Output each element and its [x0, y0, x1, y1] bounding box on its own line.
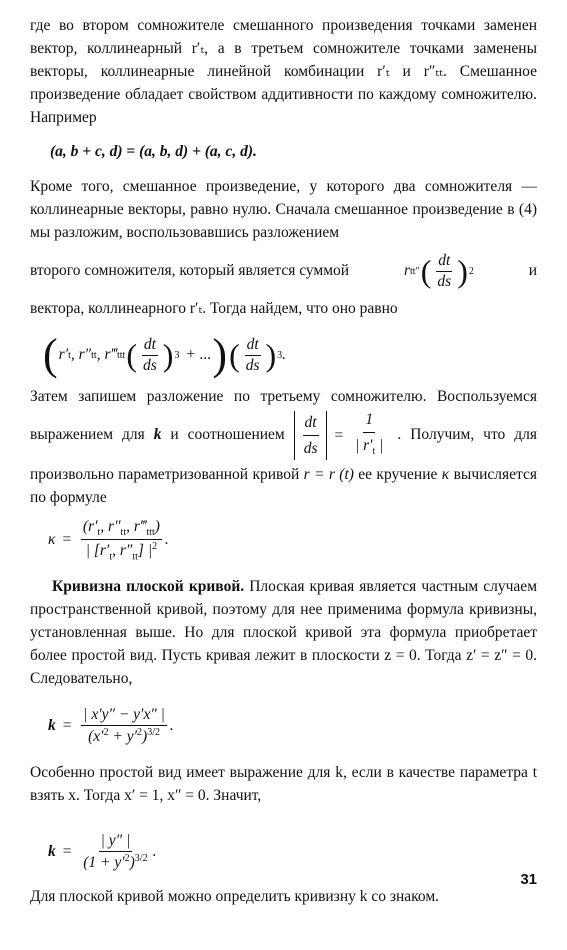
formula-curvature-graph: k = $\frac{| y'' |}{(1 + y'^2)^{3/2}}$ . [48, 831, 157, 872]
paragraph-2-line [30, 245, 537, 297]
paragraph-2d: вектора, коллинеарного r′ₜ. Тогда найдем, что оно равно [30, 300, 398, 317]
formula-expansion: ( r′ t , r″ tt , r‴ ttt ( $\frac{dt}{ds}$ ) 3 + ... ) ( $\frac{dt}{ds}$ ) 3 . [43, 330, 287, 379]
formula-torsion: κ = $\frac{(r'_t, r''_{tt}, r‴_{ttt})}{| [r'_t, r''_{tt}] |^2}$ . [48, 517, 169, 563]
page-number: 31 [520, 871, 537, 888]
paragraph-4: Кривизна плоской кривой. Плоская кривая является частным случаем пространственной кривой, поэтому для нее применима формула кривизны, установленная выше. Но для плоской кривой эта формула приобретает более простой вид. Пусть кривая лежит в плоскости z = 0. Тогда z′ = z″ = 0. Следовательно, [30, 578, 537, 687]
formula-sum-term: r tt ″ ( $\frac{dt}{ds}$ ) 2 [403, 251, 474, 290]
paragraph-2a: Кроме того, смешанное произведение, у которого два сомножителя — коллинеарные векторы, равно нулю. Сначала смешанное произведение в (4) мы разложим, воспользовавшись разложением [30, 178, 537, 241]
section-title: Кривизна плоской кривой. [52, 578, 245, 595]
paragraph-3: Затем запишем разложение по третьему сомножителю. Воспользуемся выражением для k и соотношением $\frac{dt}{ds}$ = $\frac{1}{| r'_t |}$ . Получим, что для произвольно параметризованной кривой r = r (t) ее кручение κ вычисляется по формуле [30, 388, 538, 507]
paragraph-1: где во втором сомножителе смешанного произведения точками заменен вектор, коллинеарный r′ₜ, а в третьем сомножителе точками заменены векторы, коллинеарные линейной комбинации r′ₜ и r″ₜₜ. Смешанное произведение обладает свойством аддитивности по каждому сомножителю. Например [30, 17, 537, 126]
formula-additivity: (a, b + c, d) = (a, b, d) + (a, c, d). [50, 143, 257, 160]
paragraph-2c: и [528, 262, 537, 279]
paragraph-6: Для плоской кривой можно определить кривизну k со знаком. [30, 888, 440, 905]
paragraph-2b: второго сомножителя, который является суммой [30, 262, 350, 279]
formula-dt-ds: $\frac{dt}{ds}$ = $\frac{1}{| r'_t |}$ [294, 408, 389, 463]
formula-curvature-plane: k = $\frac{| x'y'' - y'x'' |}{(x'^2 + y'^2)^{3/2}}$ . [48, 705, 174, 746]
paragraph-5: Особенно простой вид имеет выражение для k, если в качестве параметра t взять x. Тогда x′ = 1, x″ = 0. Значит, [30, 764, 537, 804]
